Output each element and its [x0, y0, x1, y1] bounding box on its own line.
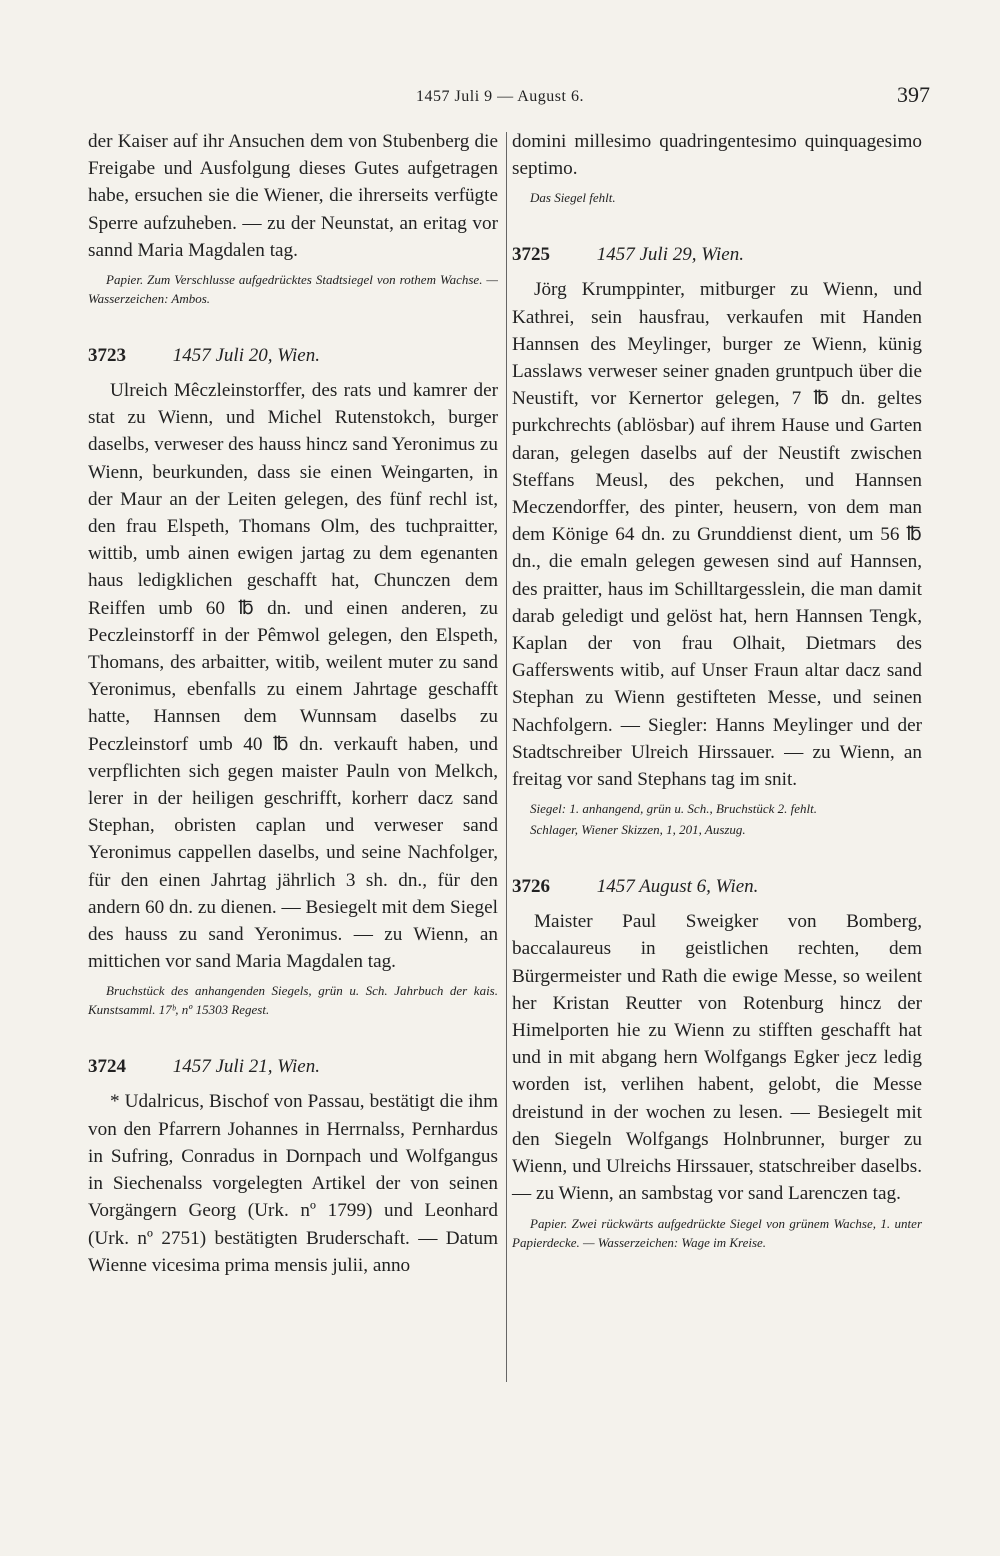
entry-3723-text: Ulreich Mêczleinstorffer, des rats und kamrer der stat zu Wienn, und Michel Rutenstokch, burger daselbs, verweser des hauss hincz sand Yeronimus zu Wienn, beurkunden, dass sie einen Weingarten, in der Maur an der Leiten gelegen, des fünf rechl ist, den frau Elspeth, Thomans Olm, des tuchpraitter, wittib, umb ainen ewigen jartag zu dem egenanten haus ledigklichen geschafft hat, Chunczen dem Reiffen umb 60 ℔ dn. und einen anderen, zu Peczleinstorff in der Pêmwol gelegen, den Elspeth, Thomans, des arbaitter, witib, weilent muter zu sand Yeronimus, ebenfalls zu einem Jahrtage geschafft hatte, Hannsen dem Wunnsam daselbs zu Peczleinstorf umb 40 ℔ dn. verkauft haben, und verpflichten sich gegen maister Pauln von Melkch, lerer in der heiligen geschrifft, korherr dacz sand Stephan, obristen caplan und verweser sand Yeronimus cappellen daselbs, und seine Nachfolger, für den einen Jahrtag jährlich 3 sh. dn., für den andern 60 dn. zu dienen. — Besiegelt mit dem Siegel des hauss zu sand Yeronimus. — zu Wienn, an mittichen vor sand Maria Magdalen tag. — [88, 380, 498, 973]
entry-date: 1457 August 6, Wien. — [596, 876, 759, 898]
entry-3726-note: Papier. Zwei rückwärts aufgedrückte Siegel von grünem Wachse, 1. unter Papierdecke. — Wasserzeichen: Wage im Kreise. — [512, 1215, 922, 1250]
entry-number: 3723 — [88, 345, 126, 367]
entry-3726-heading — [512, 873, 922, 900]
continuation-text: domini millesimo quadringentesimo quinquagesimo septimo. — [512, 131, 922, 180]
right-column — [512, 128, 922, 1252]
running-head: 1457 Juli 9 — August 6. — [416, 88, 584, 105]
entry-date: 1457 Juli 21, Wien. — [172, 1056, 320, 1078]
entry-number: 3724 — [88, 1056, 126, 1078]
entry-3723-heading — [88, 342, 498, 369]
left-column — [88, 128, 498, 1279]
entry-3725-note-source: Schlager, Wiener Skizzen, 1, 201, Auszug. — [530, 822, 746, 838]
entry-3724-text: * Udalricus, Bischof von Passau, bestätigt die ihm von den Pfarrern Johannes in Herrnalss, Pernhardus in Sufring, Conradus in Dornpach und Wolfgangus in Siechenalss vorgelegten Artikel der von seinen Vorgängern Georg (Urk. nº 1799) und Leonhard (Urk. nº 2751) bestätigten Bruderschaft. — Datum Wienne vicesima prima mensis julii, anno — [88, 1091, 498, 1276]
entry-3726-text: Maister Paul Sweigker von Bomberg, baccalaureus in geistlichen rechten, dem Bürgermeister und Rath die ewige Messe, so weilent her Kristan Reutter von Rotenburg hincz der Himelporten hie zu Wienn zu stifften geschafft hat und in mit abgang hern Wolfgangs Egker jecz ledig worden ist, verlihen habent, gelobt, die Messe dreistund in der wochen zu lesen. — Besiegelt mit den Siegeln Wolfgangs Holnbrunner, burger zu Wienn, und Ulreichs Hirssauer, statschreiber daselbs. — zu Wienn, an sambstag vor sand Larenczen tag. — [512, 911, 922, 1205]
entry-3724-heading — [88, 1053, 498, 1080]
intro-note: Papier. Zum Verschlusse aufgedrücktes Stadtsiegel von rothem Wachse. — Wasserzeichen: Ambos. — [88, 272, 498, 307]
continuation-note: Das Siegel fehlt. — [530, 190, 616, 206]
entry-3725-heading — [512, 241, 922, 268]
entry-3725-text: Jörg Krumppinter, mitburger zu Wienn, und Kathrei, sein hausfrau, verkaufen mit Handen Hannsen des Meylinger, burger ze Wienn, künig Lasslaws verweser seiner gnaden gruntpuch über die Neustift, vor Kernertor gelegen, 7 ℔ dn. geltes purkchrechts (ablösbar) auf ihrem Hause und Garten daran, gelegen daselbs auf der Neustift zwischen Steffans Meusl, des pekchen, und Hannsen Meczendorffer, des pinter, heusern, von dem man dem Könige 64 dn. zu Grunddienst dient, um 56 ℔ dn., die emaln gelegen gewesen sind auf Hannsen, des praitter, haus im Schilltargesslein, die man damit darab geledigt und gelöst hat, hern Hannsen Tengk, Kaplan der von frau Olhait, Dietmars des Gafferswents witib, auf Unser Fraun altar dacz sand Stephan zu Wienn gestifteten Messe, und seinen Nachfolgern. — Siegler: Hanns Meylinger und der Stadtschreiber Ulreich Hirssauer. — zu Wienn, an freitag vor sand Stephans tag im snit. — [512, 279, 922, 791]
entry-3723-note: Bruchstück des anhangenden Siegels, grün u. Sch. Jahrbuch der kais. Kunstsamml. 17ᵇ, nº 15303 Regest. — [88, 983, 498, 1018]
entry-3725-note-seal: Siegel: 1. anhangend, grün u. Sch., Bruchstück 2. fehlt. — [530, 801, 818, 817]
entry-number: 3726 — [512, 876, 550, 898]
column-divider — [506, 132, 507, 1382]
page-number: 397 — [897, 82, 930, 107]
entry-date: 1457 Juli 20, Wien. — [172, 345, 320, 367]
entry-date: 1457 Juli 29, Wien. — [596, 244, 744, 266]
intro-text: der Kaiser auf ihr Ansuchen dem von Stubenberg die Freigabe und Ausfolgung dieses Gutes aufgetragen habe, ersuchen sie die Wiener, die ihrerseits verfügte Sperre aufzuheben. — zu der Neunstat, an eritag vor sannd Maria Magdalen tag. — [88, 131, 498, 261]
entry-number: 3725 — [512, 244, 550, 266]
